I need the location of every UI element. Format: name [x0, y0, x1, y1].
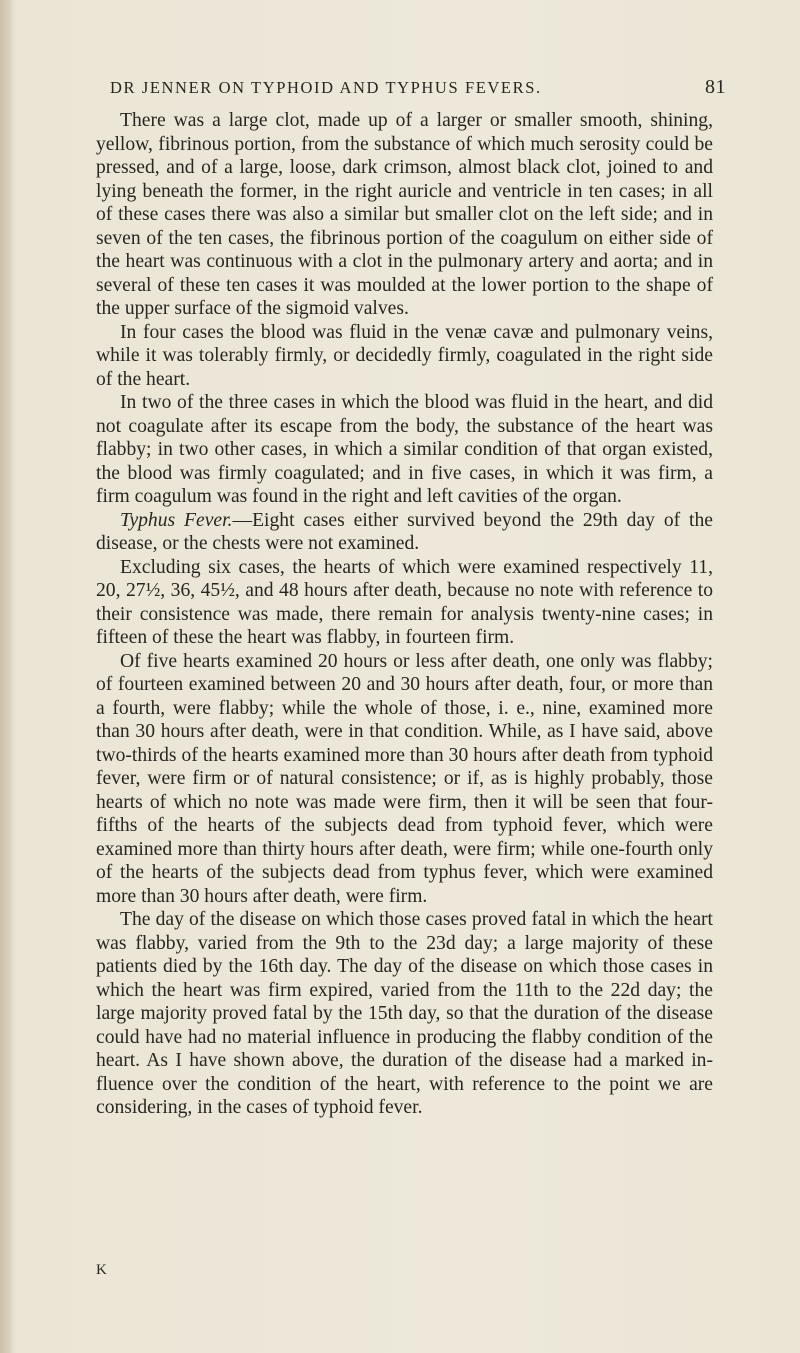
paragraph [96, 556, 713, 650]
paragraph-text: There was a large clot, made up of a larger or smaller smooth, shining, yellow, fibrinous portion, from the substance of which much serosity could be pressed, and of a large, loose, dark crimson, almost black clot, joined to and lying beneath the former, in the right auricle and ventricle in ten cases; in all of these cases there was also a similar but smaller clot on the left side; and in seven of the ten cases, the fibrinous portion of the coagulum on either side of the heart was continuous with a clot in the pulmonary artery and aorta; and in several of these ten cases it was moulded at the lower portion to the shape of the upper surface of the sigmoid valves. [96, 110, 713, 319]
paragraph-text: In four cases the blood was fluid in the venæ cavæ and pulmonary veins, while it was tolerably firmly, or decidedly firmly, coagulated in the right side of the heart. [96, 321, 713, 390]
paragraph-text: The day of the disease on which those cases proved fatal in which the heart was flabby, varied from the 9th to the 23d day; a large majority of these patients died by the 16th day. The day of the disease on which those cases in which the heart was firm expired, varied from the 11th to the 22d day; the large majority proved fatal by the 15th day, so that the duration of the disease could have had no material influence in producing the flabby condition of the heart. As I have shown above, the duration of the disease had a marked influence over the condition of the heart, with reference to the point we are considering, in the cases of typhoid fever. [96, 909, 713, 1118]
paragraph-text: In two of the three cases in which the blood was fluid in the heart, and did not coagulate after its escape from the body, the substance of the heart was flabby; in two other cases, in which a similar condition of that organ existed, the blood was firmly coagulated; and in five cases, in which it was firm, a firm coagulum was found in the right and left cavities of the organ. [96, 392, 713, 507]
paragraph [96, 908, 713, 1120]
paragraph [96, 321, 713, 392]
paragraph-text: Excluding six cases, the hearts of which were examined respectively 11, 20, 27½, 36, 45½, and 48 hours after death, because no note with reference to their consistence was made, there remain for analysis twenty-nine cases; in fifteen of these the heart was flabby, in fourteen firm. [96, 556, 713, 648]
paragraph [96, 509, 713, 556]
body-text [96, 109, 713, 1120]
paragraph-text: —Eight cases either survived beyond the 29th day of the disease, or the chests were not examined. [96, 509, 713, 554]
paragraph [96, 650, 713, 909]
paragraph [96, 109, 713, 321]
running-title: DR JENNER ON TYPHOID AND TYPHUS FEVERS. [110, 78, 542, 97]
running-head [96, 76, 726, 108]
signature-mark: K [96, 1262, 108, 1278]
paragraph [96, 391, 713, 509]
page-gutter-shadow [0, 0, 14, 1353]
page-number: 81 [705, 76, 726, 98]
paragraph-text: Of five hearts examined 20 hours or less after death, one only was flabby; of fourteen examined between 20 and 30 hours after death, four, or more than a fourth, were flabby; while the whole of those, i. e., nine, examined more than 30 hours after death, were in that condition. While, as I have said, above two-thirds of the hearts examined more than 30 hours after death from typhoid fever, were firm or of natural consistence; or if, as is highly probably, those hearts of which no note was made were firm, then it will be seen that four-fifths of the hearts of the subjects dead from typhoid fever, which were examined more than thirty hours after death, were firm; while one-fourth only of the hearts of the subjects dead from typhus fever, which were examined more than 30 hours after death, were firm. [96, 650, 713, 907]
section-lead: Typhus Fever. [120, 509, 233, 531]
